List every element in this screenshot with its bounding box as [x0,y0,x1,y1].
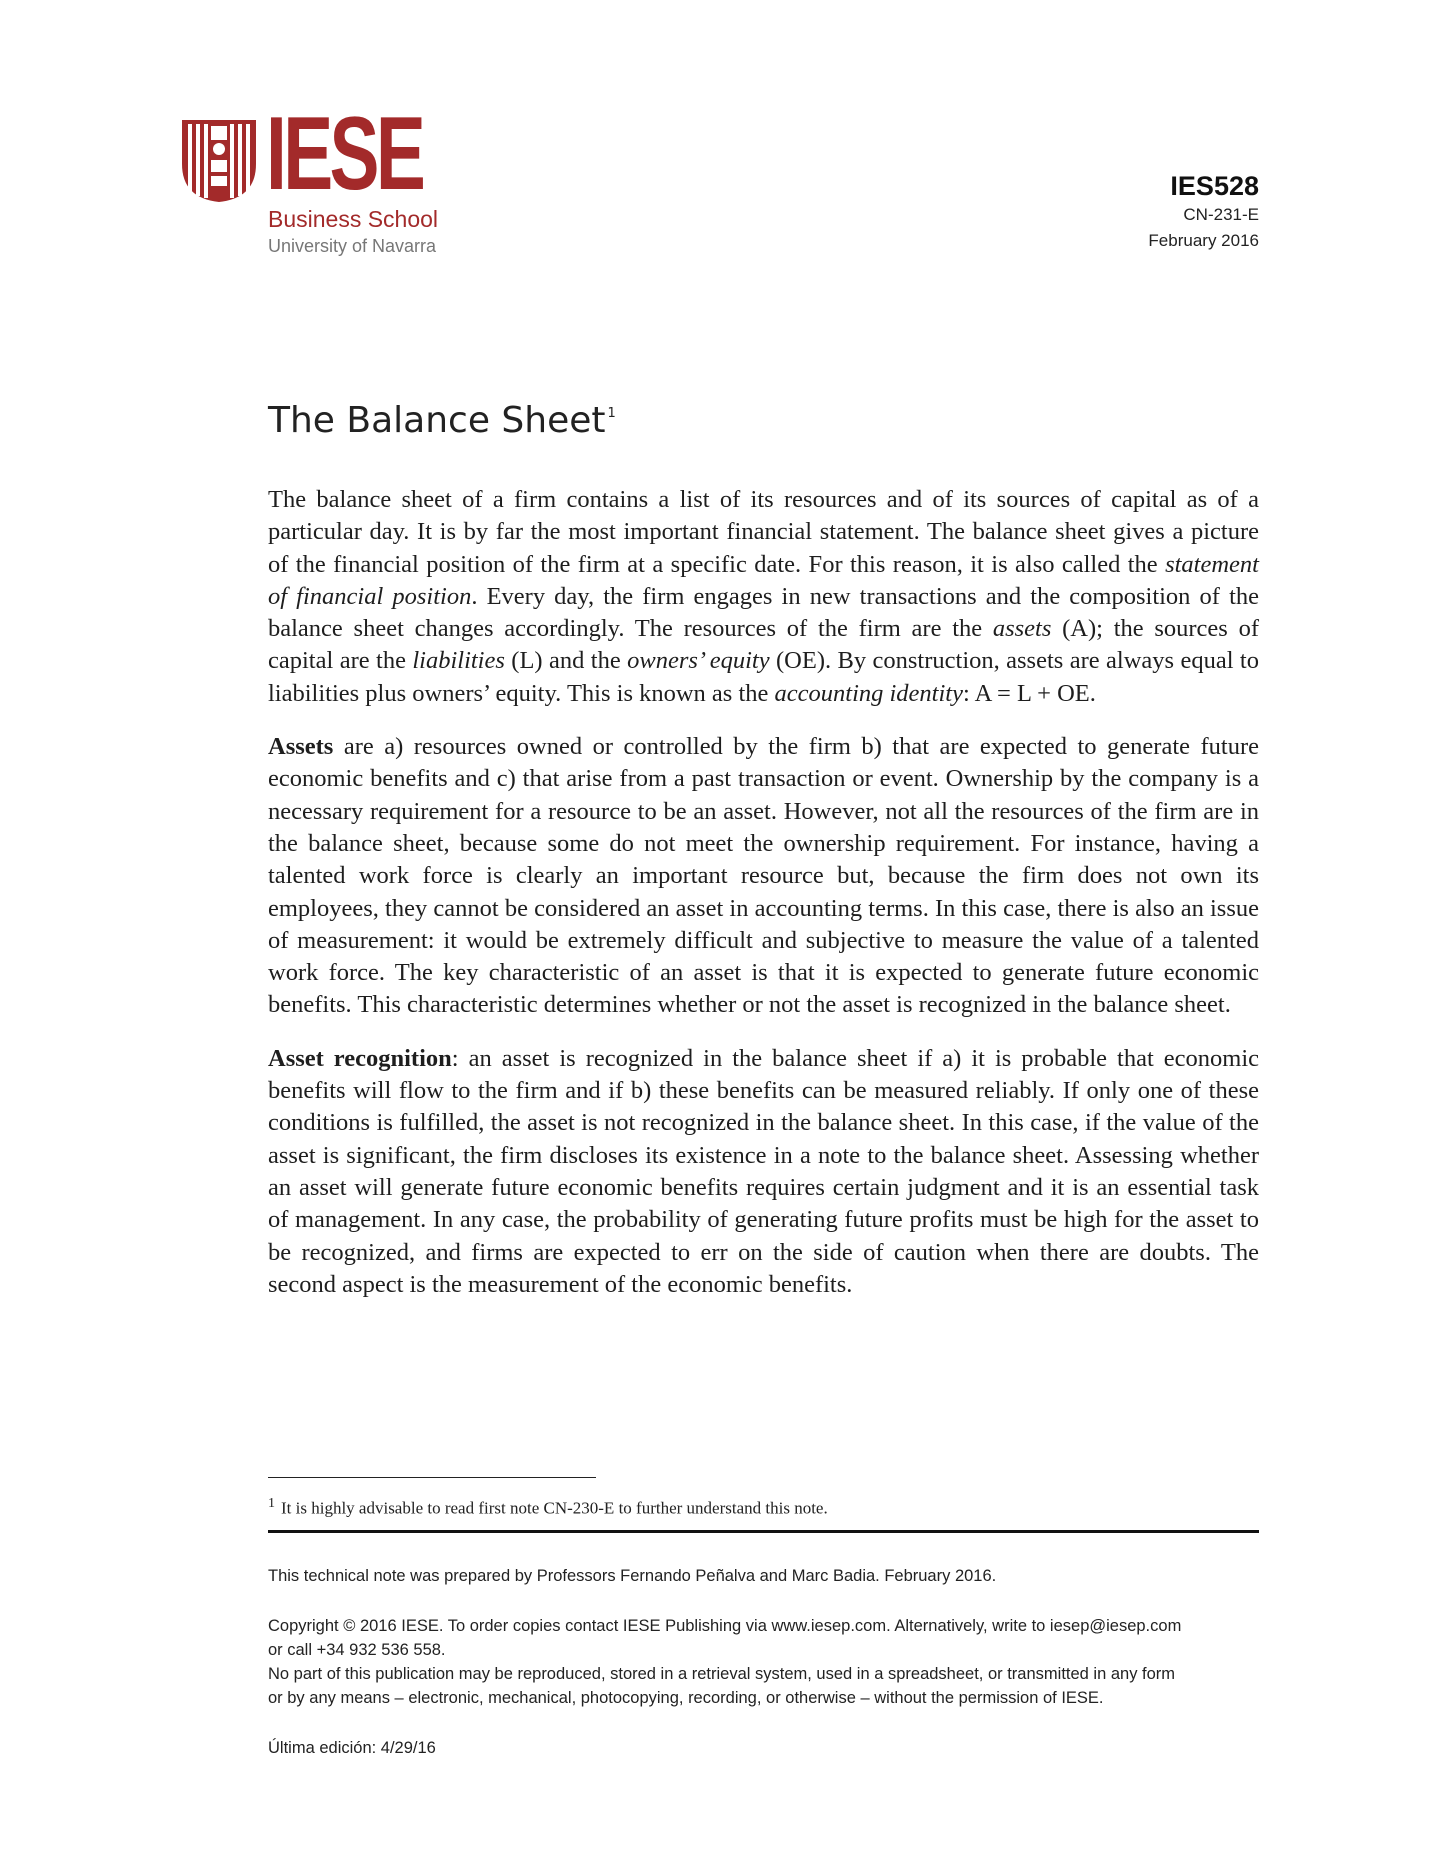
rights-line-2: or by any means – electronic, mechanical, photocopying, recording, or otherwise – without the permission of IESE. [268,1689,1104,1707]
p1-text-e: (OE). By construction, assets are always equal to liabilities plus owners’ equity. This is known as the [268,647,1259,707]
copyright-line-2: or call +34 932 536 558. [268,1641,446,1659]
footer-divider [268,1530,1259,1533]
body-text [268,484,1259,1322]
p2-heading: Assets [268,733,334,761]
rights-line-1: No part of this publication may be reproduced, stored in a retrieval system, used in a spreadsheet, or transmitted in any form [268,1665,1176,1683]
document-reference: CN-231-E [1183,205,1259,224]
iese-crest-icon [180,118,258,204]
paragraph-intro [268,484,1259,710]
footnote-number: 1 [268,1496,275,1511]
p1-text-c: (A); the sources of capital are the [268,615,1259,675]
p1-term-equity: owners’ equity [627,647,770,675]
logo-wordmark: IESE [266,96,423,212]
p1-term-identity: accounting identity [774,679,963,707]
logo-business-school: Business School [268,206,439,232]
document-meta [1148,170,1259,254]
footnote-divider [268,1477,596,1478]
document-code: IES528 [1170,171,1259,201]
document-date: February 2016 [1148,231,1259,250]
title-text: The Balance Sheet [268,400,606,441]
p3-heading: Asset recognition [268,1044,452,1072]
title-footnote-mark: 1 [607,406,616,421]
footnote [268,1496,828,1519]
p3-text: : an asset is recognized in the balance sheet if a) it is probable that economic benefits will flow to the firm and if b) these benefits can be measured reliably. If only one of these conditions is fulfilled, the asset is not recognized in the balance sheet. In this case, if the value of the asset is significant, the firm discloses its existence in a note to the balance sheet. Assessing whether an asset will generate future economic benefits requires certain judgment and it is an essential task of management. In any case, the probability of generating future profits must be high for the asset to be recognized, and firms are expected to err on the side of caution when there are doubts. The second aspect is the measurement of the economic benefits. [268,1044,1260,1298]
p1-text-a: The balance sheet of a firm contains a list of its resources and of its sources of capital as of a particular day. It is by far the most important financial statement. The balance sheet gives a picture of the financial position of the firm at a specific date. For this reason, it is also called the [268,486,1259,578]
p1-term-assets: assets [992,615,1052,643]
page-title [268,400,616,441]
copyright-block [268,1614,1259,1710]
copyright-line-1: Copyright © 2016 IESE. To order copies contact IESE Publishing via www.iesep.com. Alternatively, write to iesep@iesep.com [268,1617,1182,1635]
logo-university: University of Navarra [268,236,437,256]
last-edition: Última edición: 4/29/16 [268,1739,436,1757]
paragraph-asset-recognition [268,1043,1259,1301]
p1-term-statement: statement of financial position [268,550,1259,610]
p1-text-b: . Every day, the firm engages in new transactions and the composition of the balance sheet changes accordingly. The resources of the firm are the [268,582,1259,643]
paragraph-assets [268,731,1259,1022]
p2-text: are a) resources owned or controlled by the firm b) that are expected to generate future economic benefits and c) that arise from a past transaction or event. Ownership by the company is a necessary requirement for a resource to be an asset. However, not all the resources of the firm are in the balance sheet, because some do not meet the ownership requirement. For instance, having a talented work force is clearly an important resource but, because the firm does not own its employees, they cannot be considered an asset in accounting terms. In this case, there is also an issue of measurement: it would be extremely difficult and subjective to measure the value of a talented work force. The key characteristic of an asset is that it is expected to generate future economic benefits. This characteristic determines whether or not the asset is recognized in the balance sheet. [268,733,1259,1019]
prepared-by-note: This technical note was prepared by Professors Fernando Peñalva and Marc Badia. February 2016. [268,1567,997,1585]
footnote-text: It is highly advisable to read first note CN-230-E to further understand this note. [281,1498,828,1518]
iese-logo [180,96,450,266]
p1-text-f: : A = L + OE. [962,679,1096,707]
p1-term-liabilities: liabilities [412,647,505,675]
p1-text-d: (L) and the [504,647,628,675]
